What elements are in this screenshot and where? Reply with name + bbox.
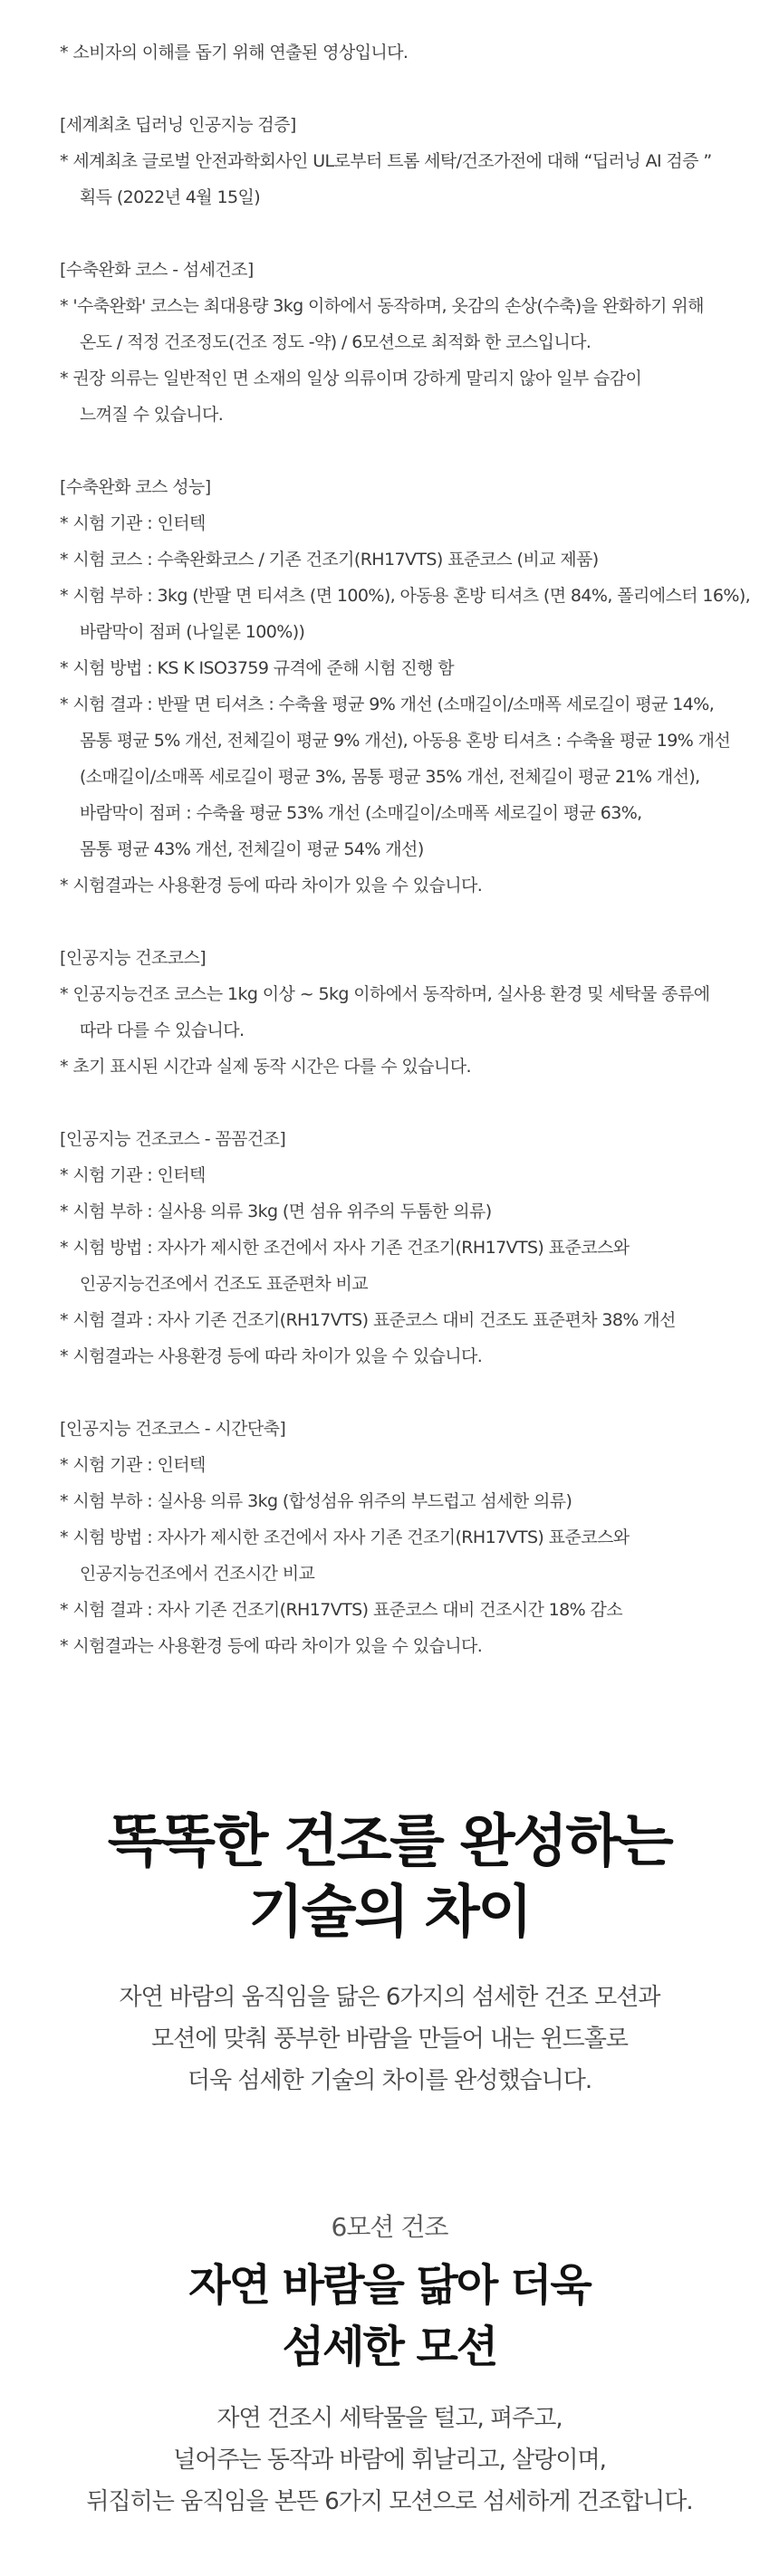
note-spacer (60, 1374, 748, 1411)
note-line: * 시험 코스 : 수축완화코스 / 기존 건조기(RH17VTS) 표준코스 (비교 제품) (60, 550, 599, 570)
hero-description-line: 자연 바람의 움직임을 닮은 6가지의 섬세한 건조 모션과 (119, 1984, 660, 2011)
hero-title-line: 똑똑한 건조를 완성하는 (107, 1808, 672, 1874)
note-heading: [인공지능 건조코스] (60, 948, 207, 968)
hero-section (0, 1806, 779, 2102)
note-line: * 인공지능건조 코스는 1kg 이상 ~ 5kg 이하에서 동작하며, 실사용 환경 및 세탁물 종류에 (60, 984, 710, 1004)
note-line: * 소비자의 이해를 돕기 위해 연출된 영상입니다. (60, 43, 409, 62)
note-spacer (60, 904, 748, 940)
note-line: 따라 다를 수 있습니다. (70, 1020, 245, 1040)
note-line: * 초기 표시된 시간과 실제 동작 시간은 다를 수 있습니다. (60, 1057, 471, 1077)
hero-description-line: 모션에 맞춰 풍부한 바람을 만들어 내는 윈드홀로 (151, 2025, 628, 2053)
note-heading: [세계최초 딥러닝 인공지능 검증] (60, 115, 296, 135)
note-spacer (60, 1085, 748, 1121)
note-line: * 시험 결과 : 자사 기존 건조기(RH17VTS) 표준코스 대비 건조시간 18% 감소 (60, 1600, 623, 1620)
note-line: * 시험결과는 사용환경 등에 따라 차이가 있을 수 있습니다. (60, 1346, 483, 1366)
motion-title (0, 2255, 779, 2378)
note-heading: [인공지능 건조코스 - 시간단축] (60, 1419, 286, 1439)
note-line: * '수축완화' 코스는 최대용량 3kg 이하에서 동작하며, 옷감의 손상(수축)을 완화하기 위해 (60, 296, 704, 316)
note-line: * 시험결과는 사용환경 등에 따라 차이가 있을 수 있습니다. (60, 876, 483, 895)
note-line: 바람막이 점퍼 : 수축율 평균 53% 개선 (소매길이/소매폭 세로길이 평균 63%, (70, 803, 642, 823)
motion-description-line: 자연 건조시 세탁물을 털고, 펴주고, (216, 2405, 563, 2432)
note-line: * 시험 부하 : 실사용 의류 3kg (합성섬유 위주의 부드럽고 섬세한 의류) (60, 1491, 572, 1511)
note-line: * 시험 부하 : 3kg (반팔 면 티셔츠 (면 100%), 아동용 혼방 티셔츠 (면 84%, 폴리에스터 16%), (60, 586, 751, 606)
note-line: * 시험 기관 : 인터텍 (60, 1455, 206, 1475)
note-line: (소매길이/소매폭 세로길이 평균 3%, 몸통 평균 35% 개선, 전체길이 평균 21% 개선), (70, 767, 700, 787)
note-spacer (60, 215, 748, 252)
note-line: * 세계최초 글로벌 안전과학회사인 UL로부터 트롬 세탁/건조가전에 대해 “딥러닝 AI 검증 ” (60, 151, 712, 171)
note-line: 느껴질 수 있습니다. (70, 405, 224, 425)
note-line: 바람막이 점퍼 (나일론 100%)) (70, 622, 305, 642)
note-line: * 시험 방법 : KS K ISO3759 규격에 준해 시험 진행 함 (60, 658, 455, 678)
motion-eyebrow: 6모션 건조 (331, 2212, 448, 2242)
note-line: * 시험 방법 : 자사가 제시한 조건에서 자사 기존 건조기(RH17VTS) 표준코스와 (60, 1527, 630, 1547)
motion-description-line: 뒤집히는 움직임을 본뜬 6가지 모션으로 섬세하게 건조합니다. (86, 2488, 693, 2515)
hero-title (0, 1806, 779, 1948)
note-line: * 시험 부하 : 실사용 의류 3kg (면 섬유 위주의 두툼한 의류) (60, 1202, 492, 1221)
hero-title-line: 기술의 차이 (248, 1879, 531, 1945)
motion-title-line: 자연 바람을 닮아 더욱 (188, 2260, 591, 2311)
motion-description (0, 2398, 779, 2523)
note-line: 몸통 평균 43% 개선, 전체길이 평균 54% 개선) (70, 839, 424, 859)
motion-title-line: 섬세한 모션 (282, 2322, 497, 2372)
motion-section (0, 2209, 779, 2523)
note-line: * 시험결과는 사용환경 등에 따라 차이가 있을 수 있습니다. (60, 1636, 483, 1656)
note-line: * 시험 기관 : 인터텍 (60, 513, 206, 533)
note-line: 인공지능건조에서 건조시간 비교 (70, 1564, 315, 1584)
note-heading: [인공지능 건조코스 - 꼼꼼건조] (60, 1129, 286, 1149)
hero-description-line: 더욱 섬세한 기술의 차이를 완성했습니다. (187, 2067, 592, 2094)
note-line: * 시험 결과 : 반팔 면 티셔츠 : 수축율 평균 9% 개선 (소매길이/소매폭 세로길이 평균 14%, (60, 694, 715, 714)
hero-description (0, 1977, 779, 2102)
note-line: * 권장 의류는 일반적인 면 소재의 일상 의류이며 강하게 말리지 않아 일부 습감이 (60, 369, 642, 388)
note-line: 인공지능건조에서 건조도 표준편차 비교 (70, 1274, 369, 1294)
note-line: 온도 / 적정 건조정도(건조 정도 -약) / 6모션으로 최적화 한 코스입니다. (70, 332, 591, 352)
note-heading: [수축완화 코스 - 섬세건조] (60, 260, 254, 280)
note-spacer (60, 433, 748, 469)
note-line: * 시험 결과 : 자사 기존 건조기(RH17VTS) 표준코스 대비 건조도 표준편차 38% 개선 (60, 1310, 676, 1330)
note-heading: [수축완화 코스 성능] (60, 477, 211, 497)
note-spacer (60, 71, 748, 107)
note-line: * 시험 방법 : 자사가 제시한 조건에서 자사 기존 건조기(RH17VTS) 표준코스와 (60, 1238, 630, 1258)
note-line: * 시험 기관 : 인터텍 (60, 1165, 206, 1185)
note-line: 획득 (2022년 4월 15일) (70, 187, 261, 207)
motion-description-line: 널어주는 동작과 바람에 휘날리고, 살랑이며, (173, 2447, 606, 2474)
note-line: 몸통 평균 5% 개선, 전체길이 평균 9% 개선), 아동용 혼방 티셔츠 : 수축율 평균 19% 개선 (70, 731, 731, 751)
